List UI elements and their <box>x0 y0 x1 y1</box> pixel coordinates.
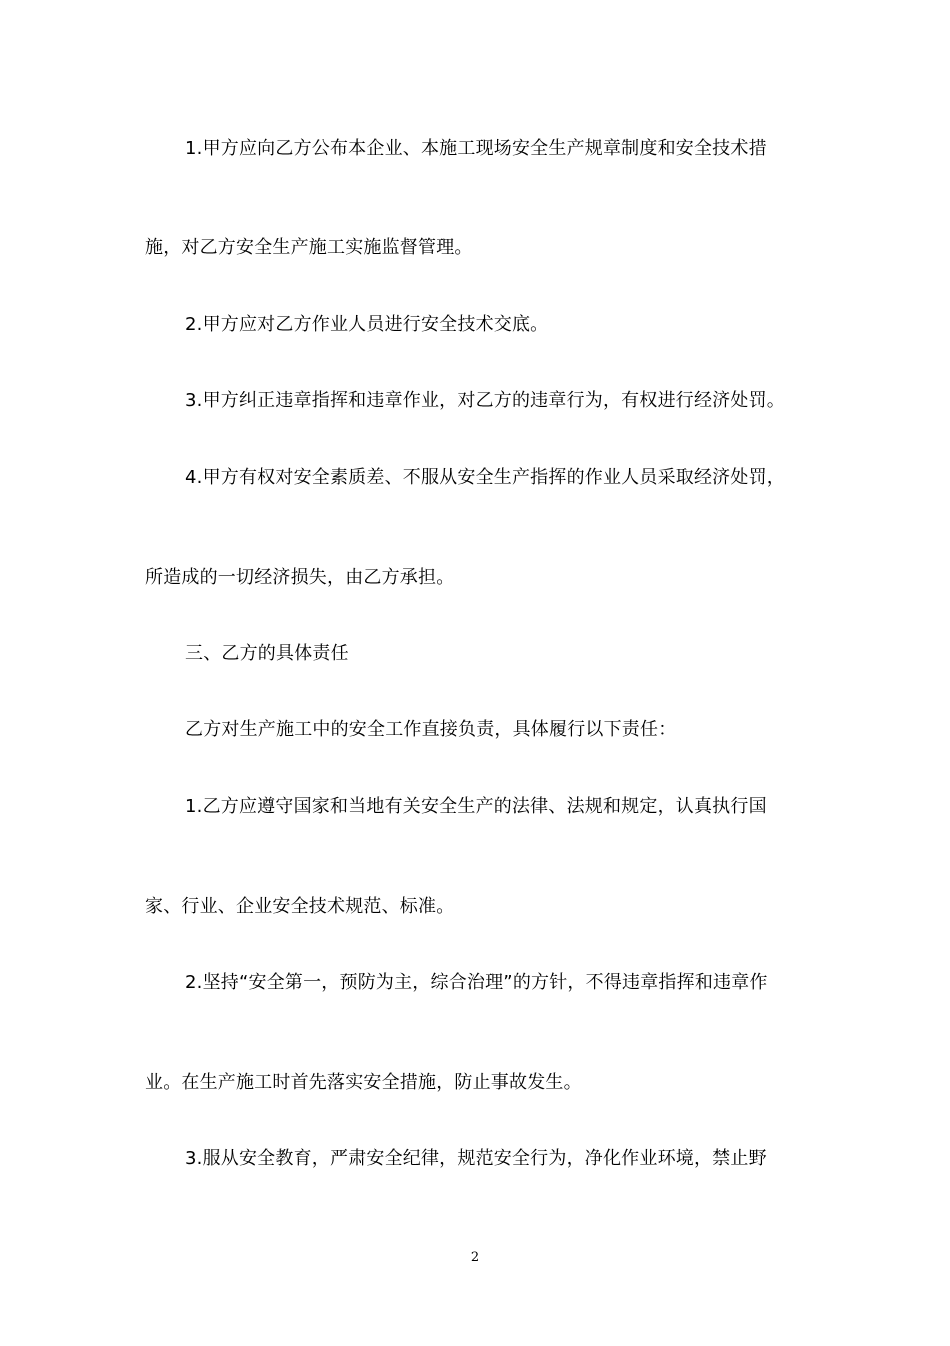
paragraph-line-4: 3.甲方纠正违章指挥和违章作业，对乙方的违章行为，有权进行经济处罚。 <box>185 390 785 411</box>
paragraph-line-6: 所造成的一切经济损失，由乙方承担。 <box>145 567 455 588</box>
paragraph-line-13: 3.服从安全教育，严肃安全纪律，规范安全行为，净化作业环境，禁止野 <box>185 1148 767 1169</box>
paragraph-line-8: 乙方对生产施工中的安全工作直接负责，具体履行以下责任： <box>185 719 677 740</box>
paragraph-line-11: 2.坚持“安全第一，预防为主，综合治理”的方针，不得违章指挥和违章作 <box>185 972 768 993</box>
paragraph-line-12: 业。在生产施工时首先落实安全措施，防止事故发生。 <box>145 1072 582 1093</box>
paragraph-line-10: 家、行业、企业安全技术规范、标准。 <box>145 896 455 917</box>
paragraph-line-5: 4.甲方有权对安全素质差、不服从安全生产指挥的作业人员采取经济处罚， <box>185 467 785 488</box>
paragraph-line-2: 施，对乙方安全生产施工实施监督管理。 <box>145 237 473 258</box>
paragraph-line-1: 1.甲方应向乙方公布本企业、本施工现场安全生产规章制度和安全技术措 <box>185 138 767 159</box>
page-number: 2 <box>470 1250 480 1265</box>
paragraph-line-3: 2.甲方应对乙方作业人员进行安全技术交底。 <box>185 314 549 335</box>
section-heading: 三、乙方的具体责任 <box>185 643 349 664</box>
paragraph-line-9: 1.乙方应遵守国家和当地有关安全生产的法律、法规和规定，认真执行国 <box>185 796 767 817</box>
